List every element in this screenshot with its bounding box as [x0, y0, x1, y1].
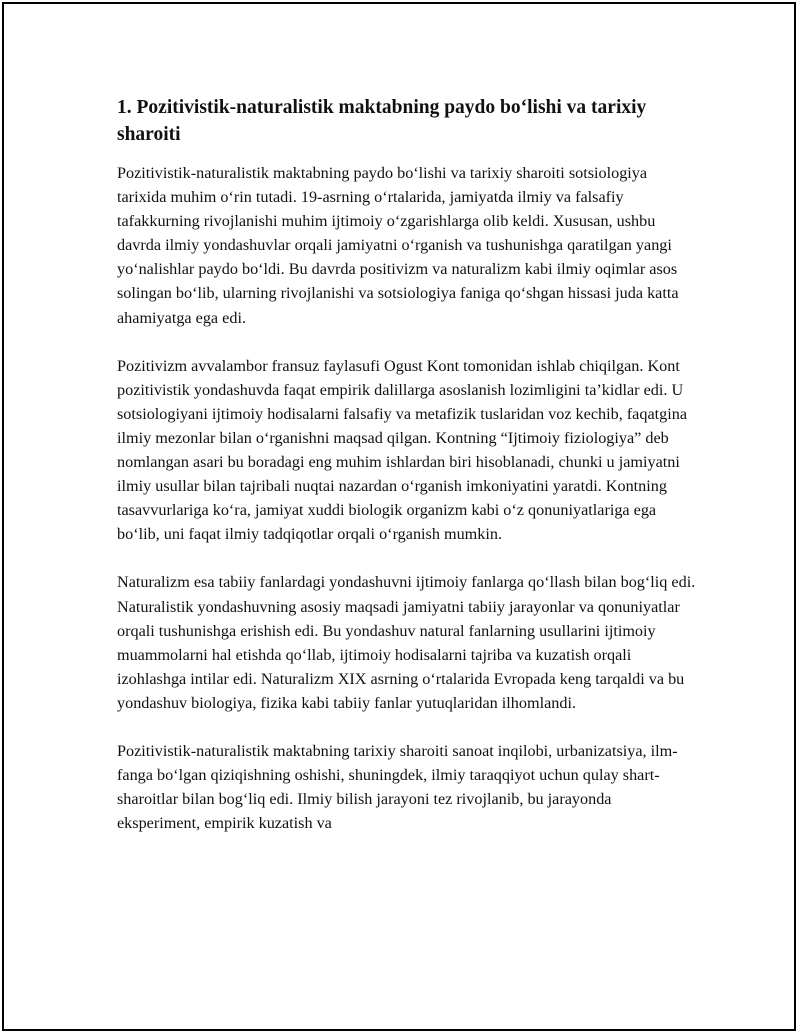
paragraph-intro: Pozitivistik-naturalistik maktabning paydo bo‘lishi va tarixiy sharoiti sotsiologiya tarixida muhim o‘rin tutadi. 19-asrning o‘rtalarida, jamiyatda ilmiy va falsafiy tafakkurning rivojlanishi muhim ijtimoiy o‘zgarishlarga olib keldi. Xususan, ushbu davrda ilmiy yondashuvlar orqali jamiyatni o‘rganish va tushunishga qaratilgan yangi yo‘nalishlar paydo bo‘ldi. Bu davrda positivizm va naturalizm kabi ilmiy oqimlar asos solingan bo‘lib, ularning rivojlanishi va sotsiologiya faniga qo‘shgan hissasi juda katta ahamiyatga ega edi. [117, 164, 679, 327]
paragraph-historical-context: Pozitivistik-naturalistik maktabning tarixiy sharoiti sanoat inqilobi, urbanizatsiya, ilm-fanga bo‘lgan qiziqishning oshishi, shuningdek, ilmiy taraqqiyot uchun qulay shart-sharoitlar bilan bog‘liq edi. Ilmiy bilish jarayoni tez rivojlanib, bu jarayonda eksperiment, empirik kuzatish va [117, 741, 678, 833]
paragraph-positivism: Pozitivizm avvalambor fransuz faylasufi Ogust Kont tomonidan ishlab chiqilgan. Kont pozitivistik yondashuvda faqat empirik dalillarga asoslanish lozimligini ta’kidlar edi. U sotsiologiyani ijtimoiy hodisalarni falsafiy va metafizik tuslaridan voz kechib, faqatgina ilmiy mezonlar bilan o‘rganishni maqsad qilgan. Kontning “Ijtimoiy fiziologiya” deb nomlangan asari bu boradagi eng muhim ishlardan biri hisoblanadi, chunki u jamiyatni ilmiy usullar bilan tajribali nuqtai nazardan o‘rganish imkoniyatini yaratdi. Kontning tasavvurlariga ko‘ra, jamiyat xuddi biologik organizm kabi o‘z qonuniyatlariga ega bo‘lib, uni faqat ilmiy tadqiqotlar orqali o‘rganish mumkin. [117, 356, 688, 544]
section-heading: 1. Pozitivistik-naturalistik maktabning paydo bo‘lishi va tarixiy sharoiti [117, 97, 647, 145]
document-body [117, 94, 697, 859]
paragraph-naturalism: Naturalizm esa tabiiy fanlardagi yondashuvni ijtimoiy fanlarga qo‘llash bilan bog‘liq edi. Naturalistik yondashuvning asosiy maqsadi jamiyatni tabiiy jarayonlar va qonuniyatlar orqali tushunishga erishish edi. Bu yondashuv natural fanlarning usullarini ijtimoiy muammolarni hal etishda qo‘llab, ijtimoiy hodisalarni tajriba va kuzatish orqali izohlashga intilar edi. Naturalizm XIX asrning o‘rtalarida Evropada keng tarqaldi va bu yondashuv biologiya, fizika kabi tabiiy fanlar yutuqlaridan ilhomlandi. [117, 573, 696, 712]
